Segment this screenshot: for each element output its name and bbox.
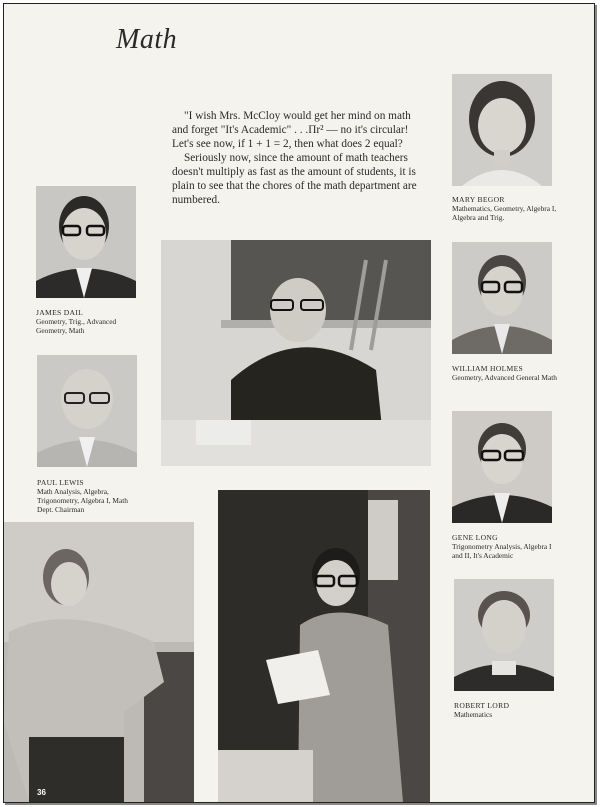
photo-teacher-at-cabinet: [4, 522, 194, 802]
portrait-image: [452, 74, 552, 186]
caption-robert-lord: [454, 701, 562, 719]
page-number: 36: [37, 788, 46, 797]
faculty-subjects: Math Analysis, Algebra, Trigonometry, Algebra I, Math Dept. Chairman: [37, 487, 129, 514]
yearbook-page: [3, 3, 595, 803]
caption-paul-lewis: [37, 478, 145, 514]
portrait-paul-lewis: [37, 355, 137, 467]
photo-teacher-at-chalkboard: [218, 490, 430, 802]
portrait-gene-long: [452, 411, 552, 523]
faculty-subjects: Geometry, Trig., Advanced Geometry, Math: [36, 317, 117, 335]
portrait-william-holmes: [452, 242, 552, 354]
faculty-name: MARY BEGOR: [452, 195, 505, 204]
classroom-image: [218, 490, 430, 802]
intro-paragraph-1: "I wish Mrs. McCloy would get her mind on math and forget "It's Academic" . . .Πr² — no it's circular! Let's see now, if 1 + 1 = 2, then what does 2 equal?: [172, 110, 411, 150]
portrait-robert-lord: [454, 579, 554, 691]
portrait-image: [452, 411, 552, 523]
caption-william-holmes: [452, 364, 560, 382]
portrait-image: [37, 355, 137, 467]
portrait-image: [452, 242, 552, 354]
intro-paragraph-2: Seriously now, since the amount of math teachers doesn't multiply as fast as the amount of students, it is plain to see that the chores of the math department are numbered.: [172, 152, 417, 206]
classroom-image: [161, 240, 431, 466]
photo-teacher-at-desk: [161, 240, 431, 466]
faculty-name: PAUL LEWIS: [37, 478, 84, 487]
faculty-name: ROBERT LORD: [454, 701, 510, 710]
portrait-image: [454, 579, 554, 691]
faculty-subjects: Geometry, Advanced General Math: [452, 373, 558, 382]
faculty-subjects: Mathematics: [454, 710, 493, 719]
caption-mary-begor: [452, 195, 557, 222]
faculty-name: WILLIAM HOLMES: [452, 364, 524, 373]
faculty-name: GENE LONG: [452, 533, 498, 542]
intro-text: [172, 109, 424, 207]
page-title: Math: [116, 24, 178, 55]
faculty-subjects: Trigonometry Analysis, Algebra I and II, It's Academic: [452, 542, 552, 560]
portrait-mary-begor: [452, 74, 552, 186]
portrait-james-dail: [36, 186, 136, 298]
faculty-name: JAMES DAIL: [36, 308, 84, 317]
caption-gene-long: [452, 533, 560, 560]
portrait-image: [36, 186, 136, 298]
classroom-image: [4, 522, 194, 802]
caption-james-dail: [36, 308, 144, 335]
faculty-subjects: Mathematics, Geometry, Algebra I, Algebra and Trig.: [452, 204, 557, 222]
